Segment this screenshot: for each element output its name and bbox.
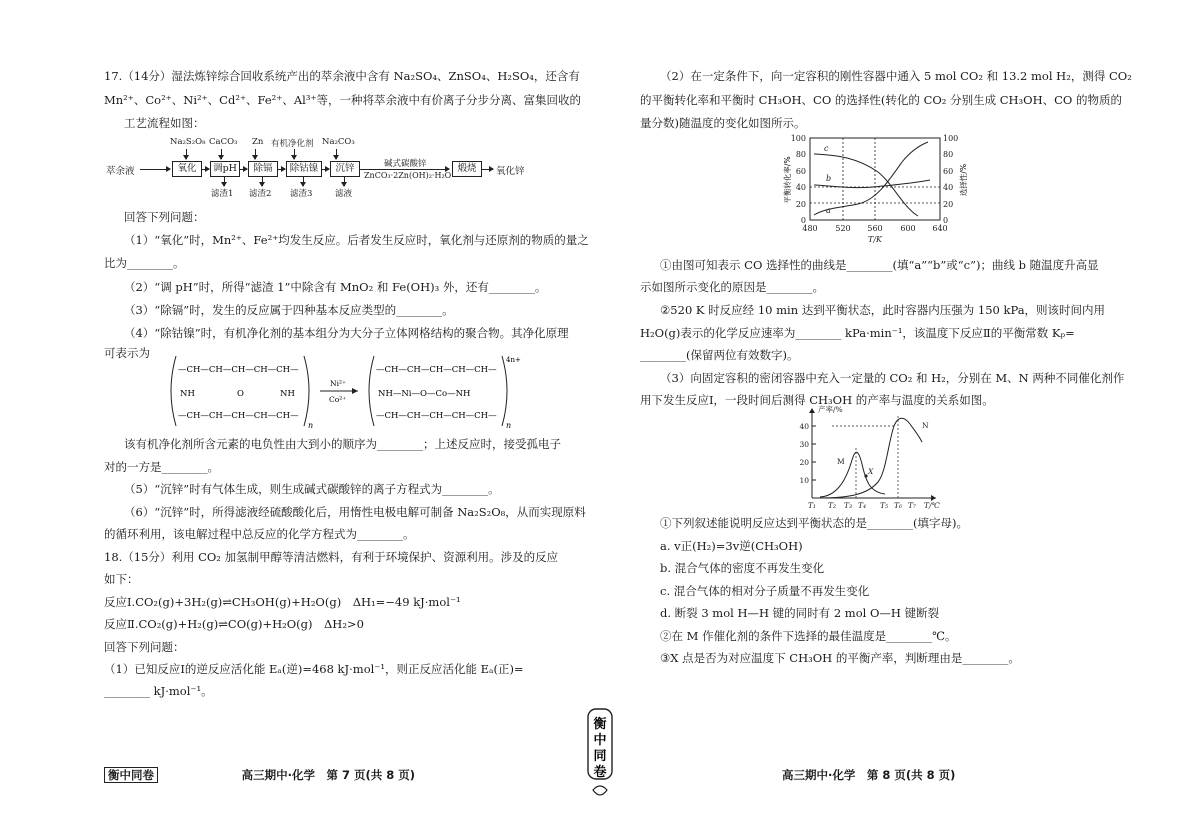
struct-row-3: —CH—CH—CH—CH—CH— <box>178 411 299 421</box>
text-line: ②520 K 时反应经 10 min 达到平衡状态，此时容器内压强为 150 kPa，则该时间内用 <box>660 303 1106 317</box>
y2-tick: 40 <box>943 183 954 192</box>
residue-arrow <box>344 176 345 186</box>
x-tick: 640 <box>932 224 948 233</box>
text-line: ①由图可知表示 CO 选择性的曲线是________(填“a”“b”或“c”)；曲线 b 随温度升高显 <box>660 258 1099 272</box>
struct-nh-left: NH <box>180 389 195 399</box>
q17-line-3: 工艺流程如图： <box>124 116 205 130</box>
y-tick: 30 <box>799 440 809 449</box>
text-line: 示如图所示变化的原因是________。 <box>640 280 824 294</box>
step-coni: 除钴镍 <box>286 161 322 177</box>
q18-line-2: 如下： <box>104 572 139 586</box>
text-line: H₂O(g)表示的化学反应速率为________ kPa·min⁻¹，该温度下反应Ⅱ的平衡常数 Kₚ= <box>640 326 1075 340</box>
conversion-selectivity-chart <box>778 132 974 244</box>
x-tick: 600 <box>900 224 916 233</box>
residue-arrow <box>262 176 263 186</box>
y-tick: 100 <box>790 134 806 143</box>
step-cd: 除镉 <box>248 161 278 177</box>
residue-label: 滤渣2 <box>249 189 272 199</box>
text-line: （2）在一定条件下，向一定容积的刚性容器中通入 5 mol CO₂ 和 13.2 mol H₂，测得 CO₂ <box>660 69 1132 83</box>
footer-page-7: 高三期中·化学 第 7 页(共 8 页) <box>241 768 416 782</box>
x-tick: 520 <box>835 224 851 233</box>
step-ph: 调pH <box>210 161 240 177</box>
reagent-label: 有机净化剂 <box>271 139 314 149</box>
struct-o: O <box>237 389 244 399</box>
y-right-label: 选择性/% <box>959 163 968 197</box>
y2-tick: 20 <box>943 200 954 209</box>
flow-arrow <box>140 169 170 170</box>
text-line: （6）“沉锌”时，所得滤液经硫酸酸化后，用惰性电极电解可制备 Na₂S₂O₈，从而实现原料 <box>124 505 586 519</box>
reagent-label: Na₂CO₃ <box>322 137 355 147</box>
product-row-2: NH—Ni—O—Co—NH <box>378 389 471 399</box>
reagent-label: CaCO₃ <box>209 137 238 147</box>
product-n: n <box>506 421 512 430</box>
text-line: 的循环利用，该电解过程中总反应的化学方程式为________。 <box>104 527 415 541</box>
y-axis-label: 产率/% <box>818 405 843 414</box>
reagent-label: Na₂S₂O₈ <box>170 137 206 147</box>
q17-line-2: Mn²⁺、Co²⁺、Ni²⁺、Cd²⁺、Fe²⁺、Al³⁺等，一种将萃余液中有价离子分步分离、富集回收的 <box>104 93 582 107</box>
residue-label: 滤渣3 <box>290 189 313 199</box>
y-tick: 40 <box>799 422 809 431</box>
x-tick: T₃ <box>843 501 853 510</box>
reagent-label: Zn <box>252 137 264 147</box>
y-tick: 20 <box>799 458 809 467</box>
text-line: （1）“氧化”时，Mn²⁺、Fe²⁺均发生反应。后者发生反应时，氧化剂与还原剂的物质的量之 <box>124 233 589 247</box>
process-flowchart <box>104 135 572 205</box>
residue-arrow <box>303 176 304 186</box>
footer-brand: 衡中同卷 <box>104 767 158 783</box>
methanol-yield-chart <box>790 404 950 514</box>
x-tick: T₅ <box>879 501 889 510</box>
y-left-label: 平衡转化率/% <box>783 156 792 204</box>
struct-n: n <box>308 421 314 430</box>
arrow-bottom-label: Co²⁺ <box>329 395 347 404</box>
text-line: ________(保留两位有效数字)。 <box>640 348 799 362</box>
text-line: 对的一方是________。 <box>104 460 219 474</box>
series-n-label: N <box>922 421 929 430</box>
curve-c-label: c <box>824 144 829 153</box>
flow-arrow <box>277 169 285 170</box>
y-tick: 40 <box>795 183 806 192</box>
text-line: 比为________。 <box>104 256 185 270</box>
curve-b-label: b <box>826 174 832 183</box>
text-line: （3）向固定容积的密闭容器中充入一定量的 CO₂ 和 H₂，分别在 M、N 两种不同催化剂作 <box>660 371 1125 385</box>
x-tick: T₆ <box>893 501 903 510</box>
step-oxidation: 氧化 <box>172 161 202 177</box>
reagent-arrow <box>221 149 222 159</box>
text-line: ②在 M 作催化剂的条件下选择的最佳温度是________℃。 <box>660 629 957 643</box>
text-line: 回答下列问题： <box>124 210 205 224</box>
svg-text:中: 中 <box>593 733 607 748</box>
reaction-2: 反应Ⅱ.CO₂(g)+H₂(g)⇌CO(g)+H₂O(g) ΔH₂>0 <box>104 617 364 631</box>
option-b: b. 混合气体的密度不再发生变化 <box>660 561 825 575</box>
series-m-label: M <box>837 457 845 466</box>
text-line: ③X 点是否为对应温度下 CH₃OH 的平衡产率，判断理由是________。 <box>660 651 1020 665</box>
svg-text:同: 同 <box>593 749 607 764</box>
x-tick: T₇ <box>907 501 917 510</box>
y2-tick: 80 <box>943 150 954 159</box>
text-line: （2）“调 pH”时，所得“滤渣 1”中除含有 MnO₂ 和 Fe(OH)₃ 外，还有________。 <box>124 280 547 294</box>
flow-arrow <box>201 169 209 170</box>
step-zn: 沉锌 <box>330 161 360 177</box>
reaction-1: 反应Ⅰ.CO₂(g)+3H₂(g)⇌CH₃OH(g)+H₂O(g) ΔH₁=−49 kJ·mol⁻¹ <box>104 595 461 609</box>
x-tick: 480 <box>802 224 818 233</box>
q18-line-1: 18.（15分）利用 CO₂ 加氢制甲醇等清洁燃料，有利于环境保护、资源利用。涉及的反应 <box>104 550 559 564</box>
text-line: 量分数)随温度的变化如图所示。 <box>640 116 806 130</box>
flow-start: 萃余液 <box>106 166 135 177</box>
step-calcine: 煅烧 <box>452 161 482 177</box>
point-x-label: X <box>868 467 874 476</box>
residue-arrow <box>224 176 225 186</box>
flow-arrow <box>359 169 449 170</box>
struct-nh-right: NH <box>280 389 295 399</box>
option-c: c. 混合气体的相对分子质量不再发生变化 <box>660 584 870 598</box>
reagent-arrow <box>294 149 295 159</box>
y-tick: 0 <box>800 216 806 225</box>
text-line: 该有机净化剂所含元素的电负性由大到小的顺序为________；上述反应时，接受孤电子 <box>124 437 561 451</box>
reagent-arrow <box>255 149 256 159</box>
residue-label: 滤液 <box>335 189 353 199</box>
product-row-1: —CH—CH—CH—CH—CH— <box>376 365 497 375</box>
text-line: （3）“除镉”时，发生的反应属于四种基本反应类型的________。 <box>124 303 454 317</box>
x-axis-label: T/℃ <box>924 501 940 510</box>
struct-row-1: —CH—CH—CH—CH—CH— <box>178 365 299 375</box>
text-line: （5）“沉锌”时有气体生成，则生成碱式碳酸锌的离子方程式为________。 <box>124 482 500 496</box>
footer-page-8: 高三期中·化学 第 8 页(共 8 页) <box>782 768 956 782</box>
curve-a-label: a <box>826 206 831 215</box>
product-formula: ZnCO₃·2Zn(OH)₂·H₂O <box>364 171 452 180</box>
residue-label: 滤渣1 <box>211 189 234 199</box>
x-tick: 560 <box>867 224 883 233</box>
option-a: a. v正(H₂)=3v逆(CH₃OH) <box>660 539 803 553</box>
flow-arrow <box>239 169 247 170</box>
svg-text:卷: 卷 <box>593 765 607 780</box>
text-line: ________ kJ·mol⁻¹。 <box>104 684 213 698</box>
text-line: （1）已知反应Ⅰ的逆反应活化能 Eₐ(逆)=468 kJ·mol⁻¹，则正反应活化能 Eₐ(正)= <box>104 662 524 676</box>
text-line: （4）“除钴镍”时，有机净化剂的基本组分为大分子立体网格结构的聚合物。其净化原理 <box>124 326 569 340</box>
option-d: d. 断裂 3 mol H—H 键的同时有 2 mol O—H 键断裂 <box>660 606 940 620</box>
x-tick: T₁ <box>807 501 817 510</box>
flow-arrow <box>321 169 329 170</box>
x-tick: T₂ <box>827 501 837 510</box>
arrow-top-label: Ni²⁺ <box>330 379 346 388</box>
text-line: ①下列叙述能说明反应达到平衡状态的是________(填字母)。 <box>660 516 968 530</box>
text-line: 可表示为 <box>104 346 150 360</box>
center-logo-stamp <box>587 708 613 804</box>
text-line: 用下发生反应Ⅰ，一段时间后测得 CH₃OH 的产率与温度的关系如图。 <box>640 393 994 407</box>
chelation-structure-diagram <box>162 352 562 430</box>
reagent-arrow <box>186 149 187 159</box>
y2-tick: 60 <box>943 167 954 176</box>
product-label: 碱式碳酸锌 <box>384 159 427 169</box>
svg-text:衡: 衡 <box>593 717 607 732</box>
product-row-3: —CH—CH—CH—CH—CH— <box>376 411 497 421</box>
product-charge: 4n+ <box>506 356 521 364</box>
text-line: 的平衡转化率和平衡时 CH₃OH、CO 的选择性(转化的 CO₂ 分别生成 CH₃OH、CO 的物质的 <box>640 93 1122 107</box>
y2-tick: 0 <box>943 216 949 225</box>
x-axis-label: T/K <box>867 235 883 244</box>
x-tick: T₄ <box>857 501 867 510</box>
flow-end: 氧化锌 <box>496 166 525 177</box>
y-tick: 80 <box>795 150 806 159</box>
reagent-arrow <box>336 149 337 159</box>
q17-line-1: 17.（14分）湿法炼锌综合回收系统产出的萃余液中含有 Na₂SO₄、ZnSO₄、H₂SO₄，还含有 <box>104 69 580 83</box>
flow-arrow <box>481 169 493 170</box>
left-footer <box>104 767 415 783</box>
y-tick: 60 <box>795 167 806 176</box>
text-line: 回答下列问题： <box>104 640 185 654</box>
y-tick: 20 <box>795 200 806 209</box>
y2-tick: 100 <box>943 134 959 143</box>
y-tick: 10 <box>799 476 809 485</box>
